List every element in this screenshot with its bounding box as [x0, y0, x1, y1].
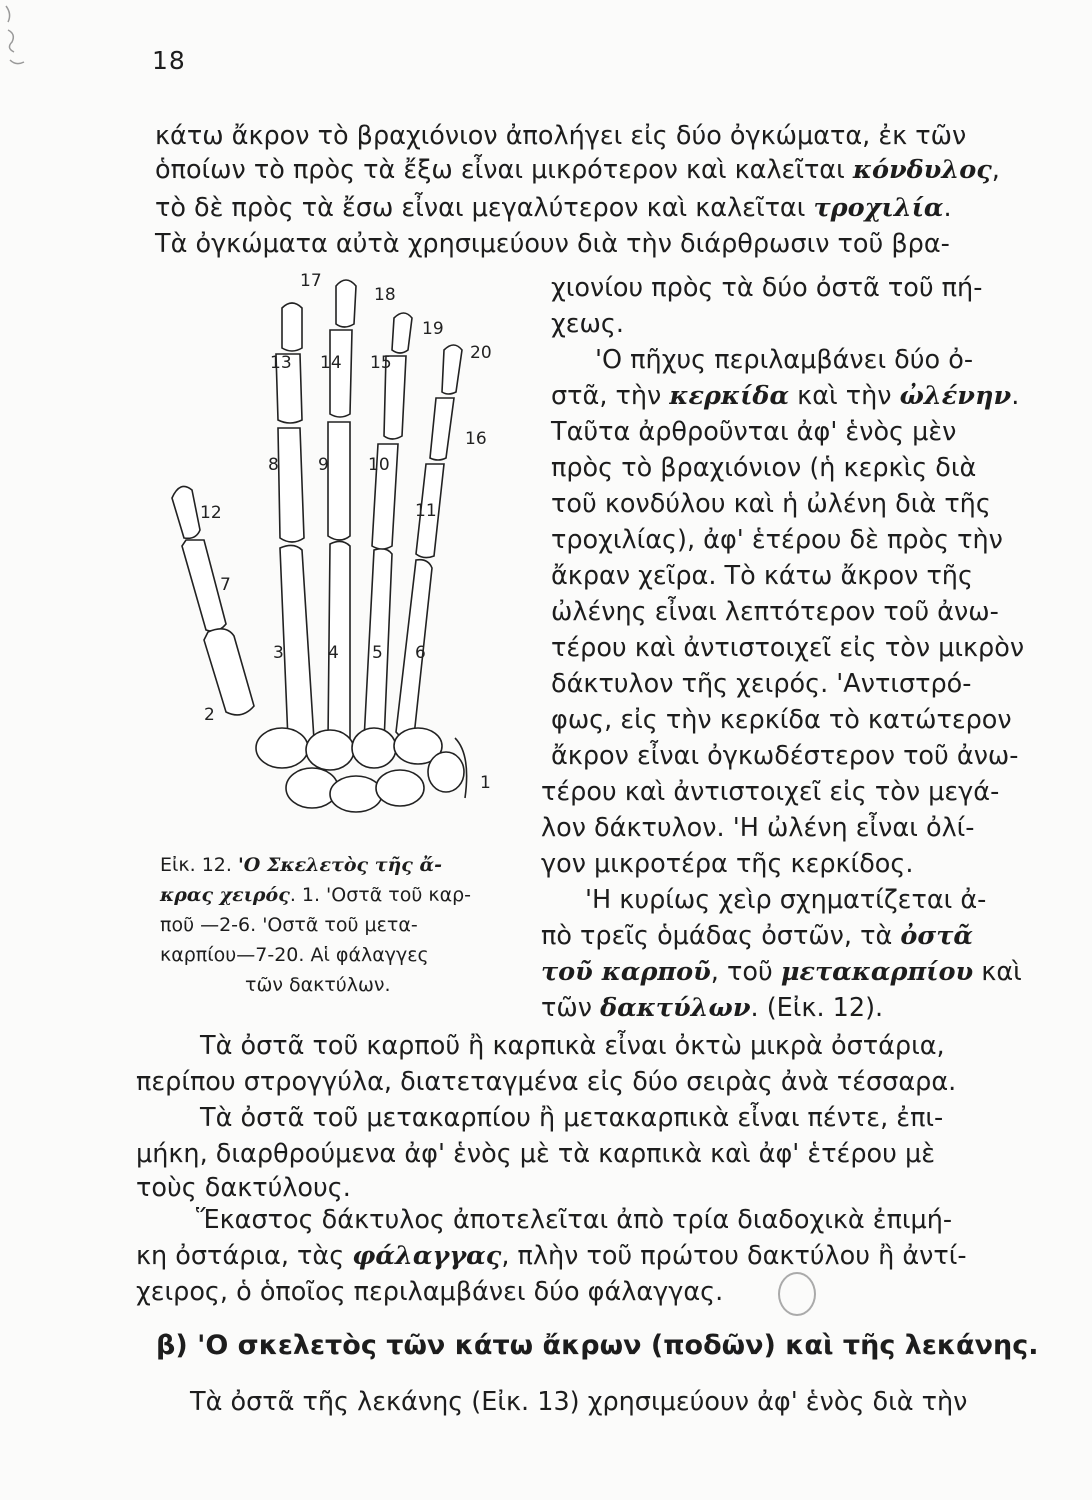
svg-text:3: 3 — [273, 643, 284, 663]
term-osta: ὀστᾶ — [900, 921, 973, 951]
text-line: φως, εἰς τὴν κερκίδα τὸ κατώτερον — [551, 705, 1012, 735]
text-line: λον δάκτυλον. 'Η ὠλένη εἶναι ὀλί- — [541, 813, 975, 843]
ring-finger-phalanges — [372, 313, 412, 549]
text-line: γον μικροτέρα τῆς κερκίδος. — [541, 849, 914, 879]
svg-text:13: 13 — [270, 353, 292, 373]
svg-text:11: 11 — [415, 501, 437, 521]
pencil-circle-mark — [778, 1272, 816, 1316]
svg-text:12: 12 — [200, 503, 222, 523]
svg-text:14: 14 — [320, 353, 342, 373]
text-line: τοῦ κονδύλου καὶ ἡ ὠλένη διὰ τῆς — [551, 489, 991, 519]
svg-text:20: 20 — [470, 343, 492, 363]
text-line: τοῦ καρποῦ, τοῦ μετακαρπίου καὶ — [541, 957, 1022, 987]
hand-skeleton-figure — [160, 268, 500, 858]
text-line: 'Ο πῆχυς περιλαμβάνει δύο ὀ- — [595, 345, 974, 375]
page-number: 18 — [152, 46, 186, 75]
svg-text:15: 15 — [370, 353, 392, 373]
text-line: πρὸς τὸ βραχιόνιον (ἡ κερκὶς διὰ — [551, 453, 977, 483]
text-line: χιονίου πρὸς τὰ δύο ὀστᾶ τοῦ πή- — [551, 273, 983, 303]
text-line: Τὰ ὀγκώματα αὐτὰ χρησιμεύουν διὰ τὴν διάρθρωσιν τοῦ βρα- — [155, 229, 950, 259]
text-line: Τὰ ὀστᾶ τοῦ καρποῦ ἢ καρπικὰ εἶναι ὀκτὼ μικρὰ ὀστάρια, — [200, 1031, 945, 1061]
carpal-bones — [256, 728, 464, 812]
caption-line: Εἰκ. 12. 'Ο Σκελετὸς τῆς ἄ- — [160, 854, 442, 876]
text-line: τέρου καὶ ἀντιστοιχεῖ εἰς τὸν μεγά- — [541, 777, 1000, 807]
text-line: ὁποίων τὸ πρὸς τὰ ἔξω εἶναι μικρότερον καὶ καλεῖται κόνδυλος, — [155, 155, 1000, 185]
text-line: δάκτυλον τῆς χειρός. 'Αντιστρό- — [551, 669, 972, 699]
svg-text:2: 2 — [204, 705, 215, 725]
svg-text:7: 7 — [220, 575, 231, 595]
text-line: 'Η κυρίως χεὶρ σχηματίζεται ἀ- — [585, 885, 987, 915]
term-metakarpiou: μετακαρπίου — [780, 957, 974, 987]
caption-line: κρας χειρός. 1. 'Οστᾶ τοῦ καρ- — [160, 884, 472, 906]
text-line: χεως. — [551, 309, 624, 339]
svg-text:6: 6 — [415, 643, 426, 663]
term-trochilia: τροχιλία — [813, 193, 944, 223]
svg-text:19: 19 — [422, 319, 444, 339]
little-finger-phalanges — [416, 345, 462, 558]
index-finger-phalanges — [276, 303, 304, 542]
svg-text:4: 4 — [328, 643, 339, 663]
text-line: Ταῦτα ἀρθροῦνται ἀφ' ἑνὸς μὲν — [551, 417, 957, 447]
text-line: τὸ δὲ πρὸς τὰ ἔσω εἶναι μεγαλύτερον καὶ καλεῖται τροχιλία. — [155, 193, 952, 223]
term-karpou: τοῦ καρποῦ — [541, 957, 711, 987]
term-kerkis: κερκίδα — [669, 381, 790, 411]
text-line: τροχιλίας), ἀφ' ἑτέρου δὲ πρὸς τὴν — [551, 525, 1003, 555]
middle-finger-phalanges — [328, 280, 356, 540]
svg-text:16: 16 — [465, 429, 487, 449]
text-line: τέρου καὶ ἀντιστοιχεῖ εἰς τὸν μικρὸν — [551, 633, 1025, 663]
svg-text:17: 17 — [300, 271, 322, 291]
svg-text:18: 18 — [374, 285, 396, 305]
text-line: κάτω ἄκρον τὸ βραχιόνιον ἀπολήγει εἰς δύο ὀγκώματα, ἐκ τῶν — [155, 121, 967, 151]
caption-line: τῶν δακτύλων. — [245, 974, 391, 996]
text-line: πὸ τρεῖς ὁμάδας ὀστῶν, τὰ ὀστᾶ — [541, 921, 973, 951]
text-line: περίπου στρογγύλα, διατεταγμένα εἰς δύο σειρὰς ἀνὰ τέσσαρα. — [136, 1067, 957, 1097]
term-falangas: φάλαγγας — [352, 1241, 502, 1271]
text-line: μήκη, διαρθρούμενα ἀφ' ἑνὸς μὲ τὰ καρπικὰ καὶ ἀφ' ἑτέρου μὲ — [136, 1139, 935, 1169]
text-line: ἄκρον εἶναι ὀγκωδέστερον τοῦ ἀνω- — [551, 741, 1019, 771]
svg-text:8: 8 — [268, 455, 279, 475]
term-daktylon: δακτύλων — [600, 993, 751, 1023]
svg-text:9: 9 — [318, 455, 329, 475]
text-line: στᾶ, τὴν κερκίδα καὶ τὴν ὠλένην. — [551, 381, 1020, 411]
text-line: ὠλένης εἶναι λεπτότερον τοῦ ἀνω- — [551, 597, 999, 627]
text-line: τῶν δακτύλων. (Εἰκ. 12). — [541, 993, 884, 1023]
text-line: κη ὀστάρια, τὰς φάλαγγας, πλὴν τοῦ πρώτου δακτύλου ἢ ἀντί- — [136, 1241, 967, 1271]
metacarpal-bones — [280, 541, 432, 745]
term-kondylos: κόνδυλος — [852, 155, 992, 185]
caption-line: καρπίου—7-20. Αἱ φάλαγγες — [160, 944, 429, 966]
section-heading: β) 'Ο σκελετὸς τῶν κάτω ἄκρων (ποδῶν) καὶ τῆς λεκάνης. — [156, 1330, 1039, 1361]
caption-line: ποῦ —2-6. 'Οστᾶ τοῦ μετα- — [160, 914, 418, 936]
term-olene: ὠλένην — [899, 381, 1012, 411]
margin-pencil-mark — [2, 0, 32, 80]
text-line: Τὰ ὀστᾶ τοῦ μετακαρπίου ἢ μετακαρπικὰ εἶναι πέντε, ἐπι- — [200, 1103, 944, 1133]
svg-text:10: 10 — [368, 455, 390, 475]
text-line: χειρος, ὁ ὁποῖος περιλαμβάνει δύο φάλαγγας. — [136, 1277, 724, 1307]
text-line: ἄκραν χεῖρα. Τὸ κάτω ἄκρον τῆς — [551, 561, 973, 591]
svg-text:5: 5 — [372, 643, 383, 663]
text-line: Ἕκαστος δάκτυλος ἀποτελεῖται ἀπὸ τρία διαδοχικὰ ἐπιμή- — [196, 1205, 953, 1235]
text-line: τοὺς δακτύλους. — [136, 1173, 351, 1203]
last-text-line: Τὰ ὀστᾶ τῆς λεκάνης (Εἰκ. 13) χρησιμεύουν ἀφ' ἑνὸς διὰ τὴν — [190, 1387, 968, 1417]
svg-text:1: 1 — [480, 773, 491, 793]
